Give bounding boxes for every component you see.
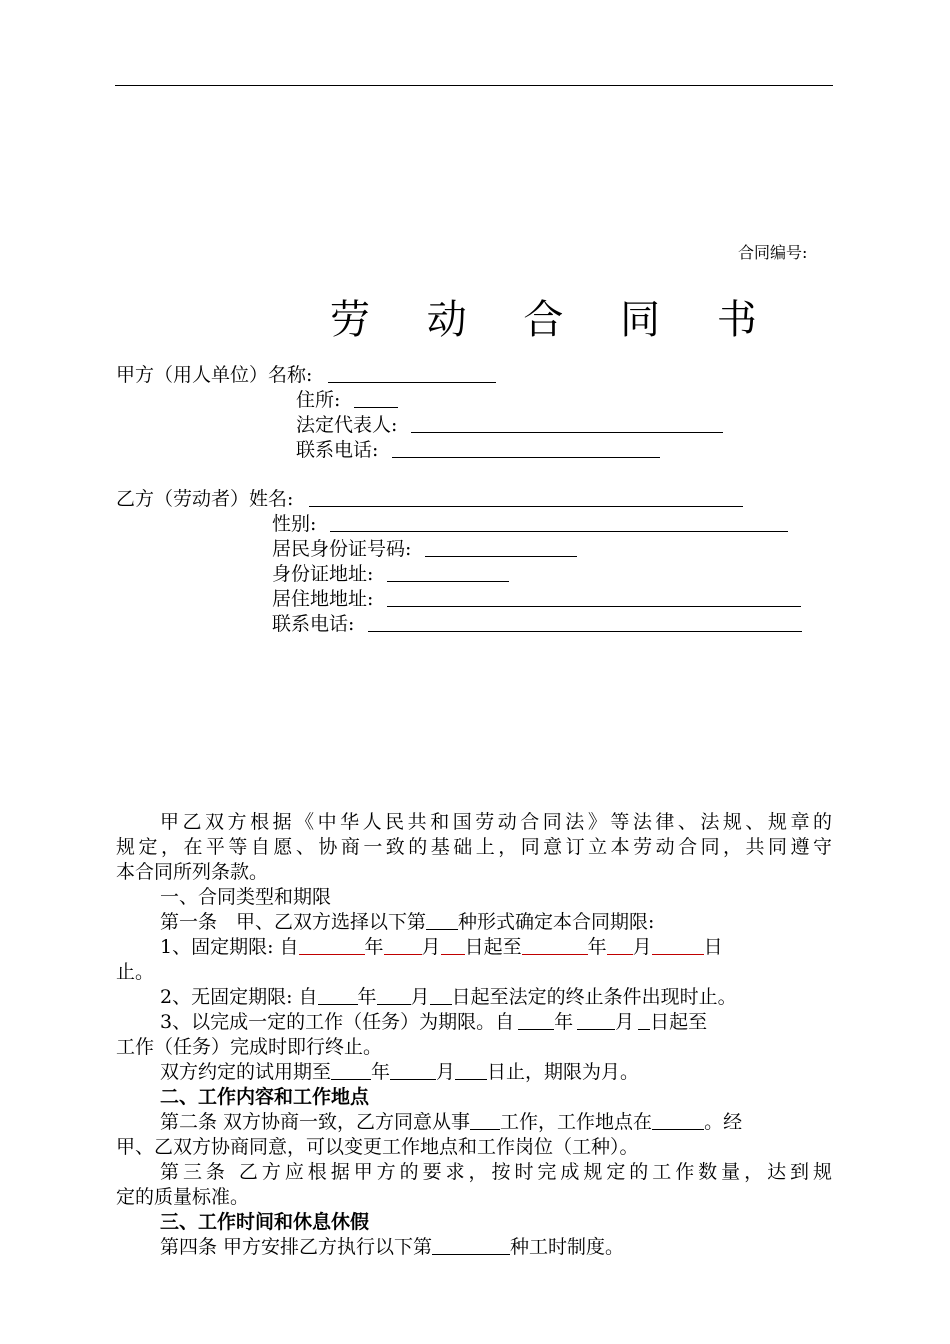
party-b-id-label: 居民身份证号码: bbox=[272, 538, 412, 560]
fixed-end-month-blank[interactable] bbox=[607, 936, 633, 955]
article-1-option-blank[interactable] bbox=[426, 911, 458, 930]
article-2-text-b: 工作，工作地点在 bbox=[500, 1111, 653, 1133]
party-b-block bbox=[116, 487, 743, 512]
article-1-text-b: 种形式确定本合同期限: bbox=[458, 911, 655, 933]
day-char: 日 bbox=[703, 936, 723, 958]
section-2-title: 二、工作内容和工作地点 bbox=[160, 1086, 370, 1108]
article-2-line-2: 甲、乙双方协商同意，可以变更工作地点和工作岗位（工种）。 bbox=[116, 1136, 639, 1158]
term-nofixed-line bbox=[116, 985, 832, 1010]
month-char: 月 bbox=[615, 1011, 635, 1033]
party-b-id-address-row bbox=[272, 562, 509, 587]
section-1-title: 一、合同类型和期限 bbox=[160, 886, 332, 908]
fixed-start-year-blank[interactable] bbox=[299, 936, 365, 955]
section-3-title: 三、工作时间和休息休假 bbox=[160, 1211, 370, 1233]
month-char: 月 bbox=[436, 1061, 456, 1083]
article-3-line-2: 定的质量标准。 bbox=[116, 1186, 250, 1208]
party-b-gender-label: 性别: bbox=[272, 513, 317, 535]
intro-line-1: 甲乙双方根据《中华人民共和国劳动合同法》等法律、法规、规章的 bbox=[160, 811, 832, 833]
party-b-residence-blank[interactable] bbox=[387, 588, 801, 607]
nofixed-month-blank[interactable] bbox=[377, 986, 411, 1005]
contract-number-label: 合同编号: bbox=[738, 243, 808, 262]
article-1 bbox=[116, 910, 832, 935]
fixed-start-day-blank[interactable] bbox=[441, 936, 465, 955]
month-char: 月 bbox=[632, 936, 652, 958]
party-b-phone-label: 联系电话: bbox=[272, 613, 355, 635]
party-b-phone-blank[interactable] bbox=[368, 613, 802, 632]
party-a-address-label: 住所: bbox=[296, 389, 341, 411]
probation-day-blank[interactable] bbox=[455, 1061, 487, 1080]
party-a-legal-rep-row bbox=[296, 413, 723, 438]
nofixed-year-blank[interactable] bbox=[318, 986, 358, 1005]
intro-line-3: 本合同所列条款。 bbox=[116, 861, 269, 883]
workplace-blank[interactable] bbox=[652, 1111, 704, 1130]
party-b-name-blank[interactable] bbox=[309, 488, 743, 507]
article-2 bbox=[116, 1110, 832, 1135]
day-start-char: 日起至 bbox=[464, 936, 522, 958]
contract-body bbox=[116, 810, 832, 1260]
term-task-end: 工作（任务）完成时即行终止。 bbox=[116, 1036, 383, 1058]
party-b-id-row bbox=[272, 537, 577, 562]
party-b-gender-row bbox=[272, 512, 788, 537]
year-char: 年 bbox=[357, 986, 377, 1008]
fixed-end-day-blank[interactable] bbox=[652, 936, 704, 955]
year-char: 年 bbox=[364, 936, 384, 958]
term-nofixed-label: 2、无固定期限: 自 bbox=[160, 986, 318, 1008]
party-a-address-blank[interactable] bbox=[354, 389, 398, 408]
party-a-phone-row bbox=[296, 438, 660, 463]
term-fixed-end: 止。 bbox=[116, 961, 155, 983]
term-fixed-label: 1、固定期限: 自 bbox=[160, 936, 299, 958]
party-a-phone-blank[interactable] bbox=[392, 439, 660, 458]
party-a-phone-label: 联系电话: bbox=[296, 439, 379, 461]
party-a-legal-rep-label: 法定代表人: bbox=[296, 414, 398, 436]
year-char: 年 bbox=[587, 936, 607, 958]
party-b-id-address-label: 身份证地址: bbox=[272, 563, 374, 585]
party-b-gender-blank[interactable] bbox=[330, 513, 788, 532]
article-4-text-b: 种工时制度。 bbox=[510, 1236, 625, 1258]
party-a-block bbox=[116, 363, 496, 388]
term-fixed-line bbox=[116, 935, 832, 960]
term-task-line bbox=[116, 1010, 832, 1035]
intro-line-2: 规定，在平等自愿、协商一致的基础上，同意订立本劳动合同，共同遵守 bbox=[116, 836, 832, 858]
task-year-blank[interactable] bbox=[518, 1011, 554, 1030]
task-month-blank[interactable] bbox=[577, 1011, 615, 1030]
article-3-line-1: 第三条 乙方应根据甲方的要求，按时完成规定的工作数量，达到规 bbox=[160, 1161, 832, 1183]
month-char: 月 bbox=[421, 936, 441, 958]
party-b-residence-label: 居住地地址: bbox=[272, 588, 374, 610]
probation-month-blank[interactable] bbox=[390, 1061, 436, 1080]
party-a-name-blank[interactable] bbox=[328, 364, 496, 383]
party-b-phone-row bbox=[272, 612, 802, 637]
nofixed-day-blank[interactable] bbox=[430, 986, 452, 1005]
party-b-residence-row bbox=[272, 587, 801, 612]
party-a-address-row bbox=[296, 388, 398, 413]
article-2-text-c: 。经 bbox=[704, 1111, 743, 1133]
header-rule bbox=[115, 85, 833, 86]
party-a-name-label: 甲方（用人单位）名称: bbox=[116, 364, 313, 386]
term-nofixed-text: 日起至法定的终止条件出现时止。 bbox=[451, 986, 737, 1008]
year-char: 年 bbox=[554, 1011, 574, 1033]
fixed-start-month-blank[interactable] bbox=[384, 936, 422, 955]
term-task-label: 3、以完成一定的工作（任务）为期限。自 bbox=[160, 1011, 515, 1033]
probation-line bbox=[116, 1060, 832, 1085]
task-day-blank[interactable] bbox=[638, 1011, 650, 1030]
probation-label: 双方约定的试用期至 bbox=[160, 1061, 332, 1083]
year-char: 年 bbox=[371, 1061, 391, 1083]
article-1-text-a: 第一条 甲、乙双方选择以下第 bbox=[160, 911, 427, 933]
document-title: 劳 动 合 同 书 bbox=[330, 297, 779, 343]
probation-year-blank[interactable] bbox=[331, 1061, 371, 1080]
term-task-text-b: 日起至 bbox=[650, 1011, 708, 1033]
party-a-legal-rep-blank[interactable] bbox=[411, 414, 723, 433]
article-4 bbox=[116, 1235, 832, 1260]
probation-text: 日止，期限为月。 bbox=[487, 1061, 640, 1083]
month-char: 月 bbox=[410, 986, 430, 1008]
party-b-id-blank[interactable] bbox=[425, 538, 577, 557]
fixed-end-year-blank[interactable] bbox=[522, 936, 588, 955]
job-blank[interactable] bbox=[470, 1111, 500, 1130]
hours-system-blank[interactable] bbox=[432, 1236, 510, 1255]
article-2-text-a: 第二条 双方协商一致，乙方同意从事 bbox=[160, 1111, 471, 1133]
article-4-text-a: 第四条 甲方安排乙方执行以下第 bbox=[160, 1236, 433, 1258]
party-b-name-label: 乙方（劳动者）姓名: bbox=[116, 488, 294, 510]
party-b-id-address-blank[interactable] bbox=[387, 563, 509, 582]
